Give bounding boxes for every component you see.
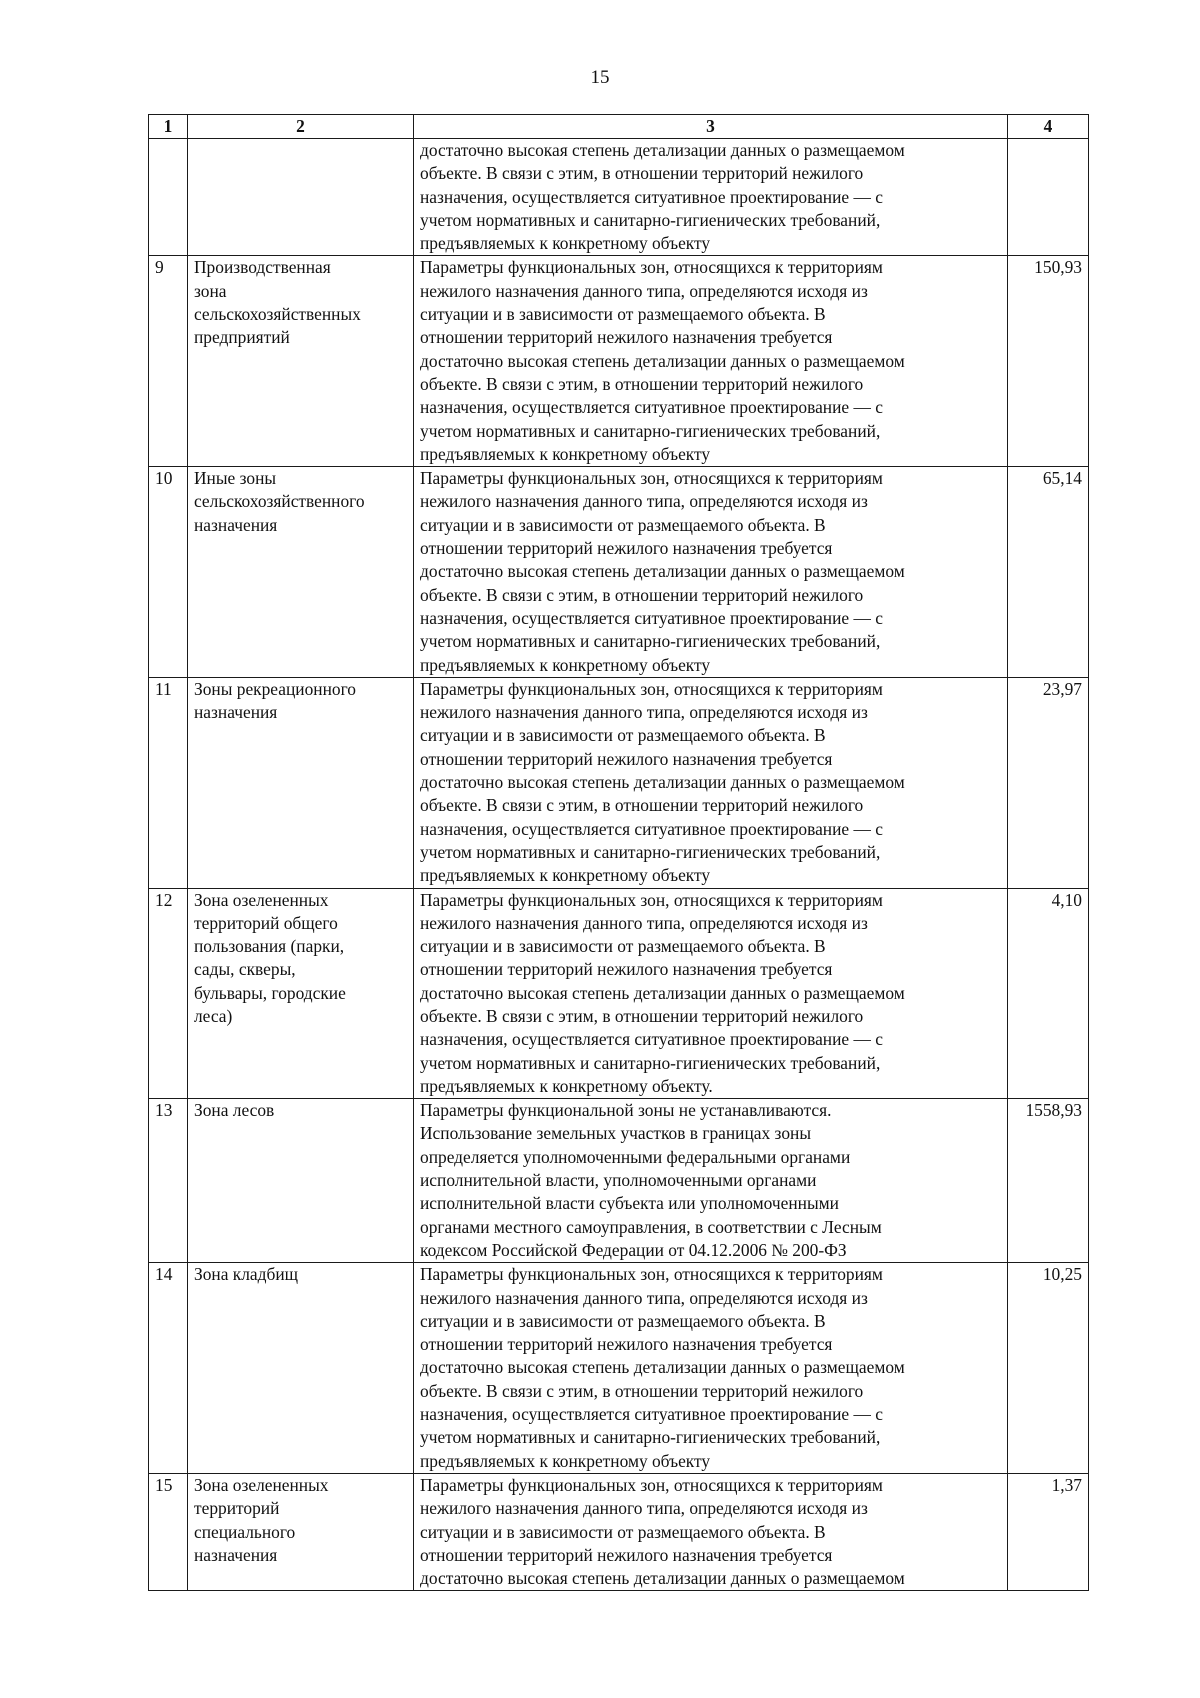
zone-parameters-line: нежилого назначения данного типа, определяются исходя из [420,491,868,512]
zone-parameters-line: назначения, осуществляется ситуативное проектирование — с [420,1404,883,1425]
zone-name-cell [188,888,414,1099]
zone-name-line: леса) [194,1005,233,1026]
zone-parameters-cell [414,1099,1008,1263]
zone-name-line: зона [194,280,227,301]
zone-parameters-line: назначения, осуществляется ситуативное проектирование — с [420,1029,883,1050]
zone-parameters-line: объекте. В связи с этим, в отношении территорий нежилого [420,1005,864,1026]
zone-parameters-line: нежилого назначения данного типа, определяются исходя из [420,1287,868,1308]
zone-parameters-line: нежилого назначения данного типа, определяются исходя из [420,912,868,933]
zone-name-line: Зона озелененных [194,1474,329,1495]
zone-parameters-line: определяется уполномоченными федеральными органами [420,1146,851,1167]
zone-area-cell: 10,25 [1008,1263,1089,1474]
table-row [149,1473,1089,1590]
zone-area-cell [1008,139,1089,256]
zone-parameters-cell [414,888,1008,1099]
zone-name-line: Производственная [194,257,331,278]
table-row [149,888,1089,1099]
zone-parameters-line: достаточно высокая степень детализации данных о размещаемом [420,350,905,371]
zone-parameters-line: объекте. В связи с этим, в отношении территорий нежилого [420,795,864,816]
zone-parameters-line: Параметры функциональных зон, относящихся к территориям [420,1474,883,1495]
zone-parameters-line: предъявляемых к конкретному объекту [420,233,711,254]
zone-parameters-line: кодексом Российской Федерации от 04.12.2006 № 200-ФЗ [420,1239,847,1260]
zone-name-line: назначения [194,514,278,535]
zone-parameters-line: учетом нормативных и санитарно-гигиенических требований, [420,841,881,862]
zone-parameters-line: Параметры функциональных зон, относящихся к территориям [420,1264,883,1285]
zone-parameters-line: назначения, осуществляется ситуативное проектирование — с [420,186,883,207]
zone-name-line: Зоны рекреационного [194,678,356,699]
zone-parameters-line: учетом нормативных и санитарно-гигиенических требований, [420,631,881,652]
zone-parameters-line: нежилого назначения данного типа, определяются исходя из [420,280,868,301]
table-body [149,139,1089,1591]
zone-parameters-line: отношении территорий нежилого назначения требуется [420,1544,833,1565]
zone-parameters-line: учетом нормативных и санитарно-гигиенических требований, [420,1052,881,1073]
zone-parameters-line: учетом нормативных и санитарно-гигиенических требований, [420,420,881,441]
zone-parameters-line: ситуации и в зависимости от размещаемого объекта. В [420,1521,826,1542]
row-number [149,139,188,256]
zone-parameters-line: Параметры функциональной зоны не устанавливаются. [420,1100,832,1121]
zone-name-cell [188,139,414,256]
column-header-description: 3 [414,115,1008,139]
row-number: 11 [149,677,188,888]
zone-name-line: сельскохозяйственного [194,491,365,512]
zone-name-cell [188,256,414,467]
table-header-row [149,115,1089,139]
zone-parameters-line: достаточно высокая степень детализации данных о размещаемом [420,1357,905,1378]
zone-parameters-line: ситуации и в зависимости от размещаемого объекта. В [420,936,826,957]
zone-parameters-line: исполнительной власти, уполномоченными органами [420,1170,817,1191]
zone-parameters-line: органами местного самоуправления, в соответствии с Лесным [420,1216,882,1237]
zone-parameters-line: отношении территорий нежилого назначения требуется [420,748,833,769]
zone-name-line: назначения [194,702,278,723]
zone-parameters-line: назначения, осуществляется ситуативное проектирование — с [420,607,883,628]
zone-parameters-line: ситуации и в зависимости от размещаемого объекта. В [420,514,826,535]
zone-parameters-line: объекте. В связи с этим, в отношении территорий нежилого [420,584,864,605]
zone-parameters-line: достаточно высокая степень детализации данных о размещаемом [420,140,905,160]
zone-name-line: сельскохозяйственных [194,304,361,325]
zone-parameters-line: отношении территорий нежилого назначения требуется [420,1334,833,1355]
zone-name-cell [188,467,414,678]
zone-name-cell [188,1473,414,1590]
zone-area-cell: 1558,93 [1008,1099,1089,1263]
zone-name-line: предприятий [194,327,290,348]
row-number: 15 [149,1473,188,1590]
column-header-name: 2 [188,115,414,139]
zone-parameters-line: Параметры функциональных зон, относящихся к территориям [420,678,883,699]
column-header-number: 1 [149,115,188,139]
zone-parameters-cell [414,677,1008,888]
zone-parameters-cell [414,1473,1008,1590]
zone-area-cell: 1,37 [1008,1473,1089,1590]
zone-name-line: Зона кладбищ [194,1264,299,1285]
zone-area-cell: 4,10 [1008,888,1089,1099]
row-number: 13 [149,1099,188,1263]
zone-parameters-line: отношении территорий нежилого назначения требуется [420,959,833,980]
zone-parameters-line: предъявляемых к конкретному объекту. [420,1075,713,1096]
zone-name-line: территорий общего [194,912,338,933]
zone-parameters-line: Параметры функциональных зон, относящихся к территориям [420,468,883,489]
zone-parameters-line: отношении территорий нежилого назначения требуется [420,327,833,348]
zone-parameters-line: достаточно высокая степень детализации данных о размещаемом [420,982,905,1003]
zone-name-line: назначения [194,1544,278,1565]
zone-parameters-cell [414,1263,1008,1474]
zone-parameters-line: достаточно высокая степень детализации данных о размещаемом [420,772,905,793]
zone-parameters-line: нежилого назначения данного типа, определяются исходя из [420,1498,868,1519]
row-number: 10 [149,467,188,678]
zone-parameters-line: предъявляемых к конкретному объекту [420,654,711,675]
zone-parameters-line: предъявляемых к конкретному объекту [420,443,711,464]
zone-parameters-line: учетом нормативных и санитарно-гигиенических требований, [420,1427,881,1448]
zones-table [148,114,1089,1591]
zone-parameters-line: назначения, осуществляется ситуативное проектирование — с [420,818,883,839]
zone-parameters-line: достаточно высокая степень детализации данных о размещаемом [420,561,905,582]
zone-parameters-line: назначения, осуществляется ситуативное проектирование — с [420,397,883,418]
row-number: 9 [149,256,188,467]
zone-parameters-line: Параметры функциональных зон, относящихся к территориям [420,889,883,910]
zone-parameters-line: отношении территорий нежилого назначения требуется [420,538,833,559]
zone-parameters-line: исполнительной власти субъекта или уполномоченными [420,1193,839,1214]
table-row [149,256,1089,467]
zone-parameters-line: нежилого назначения данного типа, определяются исходя из [420,702,868,723]
zone-parameters-line: Использование земельных участков в границах зоны [420,1123,811,1144]
table-row [149,1263,1089,1474]
page-number: 15 [590,67,610,88]
zone-parameters-line: достаточно высокая степень детализации данных о размещаемом [420,1568,905,1589]
zone-name-cell [188,1263,414,1474]
zone-name-line: пользования (парки, [194,936,345,957]
zone-name-line: Зона лесов [194,1100,275,1121]
zone-parameters-line: Параметры функциональных зон, относящихся к территориям [420,257,883,278]
zone-name-cell [188,1099,414,1263]
table-row [149,677,1089,888]
zone-name-line: бульвары, городские [194,982,346,1003]
table-row [149,139,1089,256]
zone-parameters-cell [414,139,1008,256]
zone-parameters-line: объекте. В связи с этим, в отношении территорий нежилого [420,373,864,394]
zone-name-line: Зона озелененных [194,889,329,910]
zone-area-cell: 23,97 [1008,677,1089,888]
zone-name-line: специального [194,1521,296,1542]
table-row [149,467,1089,678]
zone-area-cell: 65,14 [1008,467,1089,678]
zone-parameters-line: учетом нормативных и санитарно-гигиенических требований, [420,209,881,230]
zone-name-cell [188,677,414,888]
zone-parameters-line: предъявляемых к конкретному объекту [420,1450,711,1471]
column-header-area: 4 [1008,115,1089,139]
zone-parameters-line: ситуации и в зависимости от размещаемого объекта. В [420,725,826,746]
zone-name-line: Иные зоны [194,468,277,489]
row-number: 12 [149,888,188,1099]
zone-name-line: сады, скверы, [194,959,296,980]
zone-area-cell: 150,93 [1008,256,1089,467]
zone-parameters-line: предъявляемых к конкретному объекту [420,865,711,886]
zone-parameters-cell [414,256,1008,467]
zone-parameters-line: объекте. В связи с этим, в отношении территорий нежилого [420,1380,864,1401]
zone-parameters-cell [414,467,1008,678]
table-row [149,1099,1089,1263]
row-number: 14 [149,1263,188,1474]
zone-parameters-line: ситуации и в зависимости от размещаемого объекта. В [420,1310,826,1331]
zone-parameters-line: ситуации и в зависимости от размещаемого объекта. В [420,304,826,325]
zone-parameters-line: объекте. В связи с этим, в отношении территорий нежилого [420,163,864,184]
zone-name-line: территорий [194,1498,280,1519]
